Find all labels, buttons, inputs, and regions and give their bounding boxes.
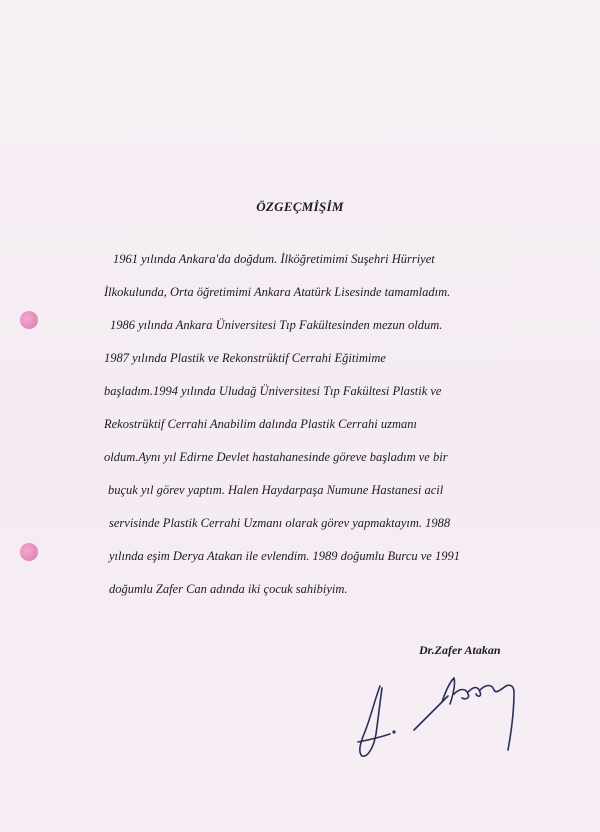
body-line: 1987 yılında Plastik ve Rekonstrüktif Cerrahi Eğitimime bbox=[104, 351, 386, 365]
body-line: Rekostrüktif Cerrahi Anabilim dalında Plastik Cerrahi uzmanı bbox=[104, 417, 417, 431]
body-line: 1986 yılında Ankara Üniversitesi Tıp Fakültesinden mezun oldum. bbox=[110, 318, 443, 332]
body-line: servisinde Plastik Cerrahi Uzmanı olarak görev yapmaktayım. 1988 bbox=[109, 516, 451, 530]
body-line: yılında eşim Derya Atakan ile evlendim. 1989 doğumlu Burcu ve 1991 bbox=[109, 549, 460, 563]
body-line: oldum.Aynı yıl Edirne Devlet hastahanesinde göreve başladım ve bir bbox=[104, 450, 448, 464]
punch-hole bbox=[20, 311, 38, 329]
body-line: buçuk yıl görev yaptım. Halen Haydarpaşa Numune Hastanesi acil bbox=[108, 483, 444, 497]
body-line: doğumlu Zafer Can adında iki çocuk sahibiyim. bbox=[109, 582, 348, 596]
body-line: 1961 yılında Ankara'da doğdum. İlköğretimimi Suşehri Hürriyet bbox=[113, 252, 435, 266]
body-line: başladım.1994 yılında Uludağ Üniversitesi Tıp Fakültesi Plastik ve bbox=[104, 384, 442, 398]
signer-name: Dr.Zafer Atakan bbox=[419, 643, 501, 657]
document-body bbox=[104, 243, 544, 606]
handwritten-signature bbox=[350, 672, 530, 767]
punch-hole bbox=[20, 543, 38, 561]
document-title: ÖZGEÇMİŞİM bbox=[256, 199, 344, 214]
body-line: İlkokulunda, Orta öğretimimi Ankara Atatürk Lisesinde tamamladım. bbox=[104, 285, 451, 299]
